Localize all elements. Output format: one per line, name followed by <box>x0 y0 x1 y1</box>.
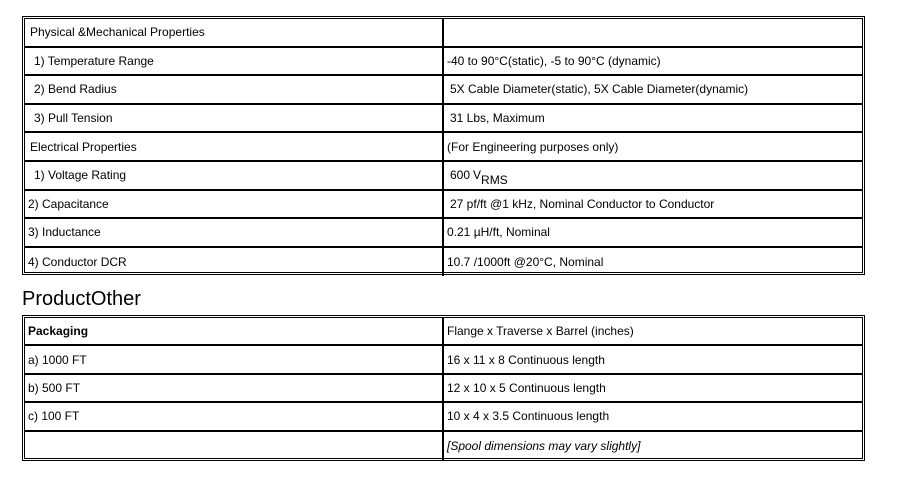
section-heading-product-other: ProductOther <box>22 288 141 310</box>
packaging-table <box>22 315 865 461</box>
table-header-row <box>25 318 862 346</box>
table-row <box>25 133 862 162</box>
row-label-temperature-range: 1) Temperature Range <box>25 48 444 75</box>
table-row <box>25 105 862 134</box>
row-label-capacitance: 2) Capacitance <box>25 191 444 218</box>
row-label-voltage-rating: 1) Voltage Rating <box>25 162 444 189</box>
table-row <box>25 219 862 248</box>
voltage-value: 600 <box>450 168 471 183</box>
row-value-bend-radius: 5X Cable Diameter(static), 5X Cable Diameter(dynamic) <box>450 82 749 97</box>
table-row <box>25 76 862 105</box>
row-label-100-ft: c) 100 FT <box>25 403 444 429</box>
table-row <box>25 432 862 461</box>
spool-dimensions-note: [Spool dimensions may vary slightly] <box>447 439 641 454</box>
row-value-temperature-range: -40 to 90°C(static), -5 to 90°C (dynamic) <box>447 53 661 68</box>
table-row <box>25 375 862 403</box>
row-value-500-ft: 12 x 10 x 5 Continuous length <box>447 380 606 395</box>
row-label-inductance: 3) Inductance <box>25 219 444 246</box>
table-row <box>25 48 862 77</box>
row-value-1000-ft: 16 x 11 x 8 Continuous length <box>447 352 605 367</box>
section-title-physical: Physical &Mechanical Properties <box>25 19 444 46</box>
row-value-electrical-note: (For Engineering purposes only) <box>447 139 619 154</box>
row-label-bend-radius: 2) Bend Radius <box>25 76 444 103</box>
table-row <box>25 162 862 191</box>
row-label-1000-ft: a) 1000 FT <box>25 346 444 372</box>
table-row <box>25 403 862 431</box>
table-row <box>25 346 862 374</box>
table-row <box>25 191 862 220</box>
section-title-electrical: Electrical Properties <box>25 133 444 160</box>
row-label-500-ft: b) 500 FT <box>25 375 444 401</box>
packaging-header-value: Flange x Traverse x Barrel (inches) <box>447 324 634 339</box>
voltage-unit: V <box>473 168 482 183</box>
table-row <box>25 248 862 277</box>
table-header-row <box>25 19 862 48</box>
header-value-empty <box>444 19 862 46</box>
row-value-voltage-rating <box>444 162 862 189</box>
row-value-pull-tension: 31 Lbs, Maximum <box>450 111 545 126</box>
row-value-100-ft: 10 x 4 x 3.5 Continuous length <box>447 409 610 424</box>
row-value-capacitance: 27 pf/ft @1 kHz, Nominal Conductor to Conductor <box>450 196 715 211</box>
row-label-conductor-dcr: 4) Conductor DCR <box>25 248 444 277</box>
row-value-conductor-dcr: 10.7 /1000ft @20°C, Nominal <box>447 255 604 270</box>
row-value-inductance: 0.21 µH/ft, Nominal <box>447 225 550 240</box>
voltage-unit-subscript: RMS <box>481 173 508 188</box>
row-label-empty <box>25 432 444 461</box>
row-label-pull-tension: 3) Pull Tension <box>25 105 444 132</box>
physical-mechanical-properties-table <box>22 16 865 275</box>
packaging-header-label: Packaging <box>25 318 444 344</box>
